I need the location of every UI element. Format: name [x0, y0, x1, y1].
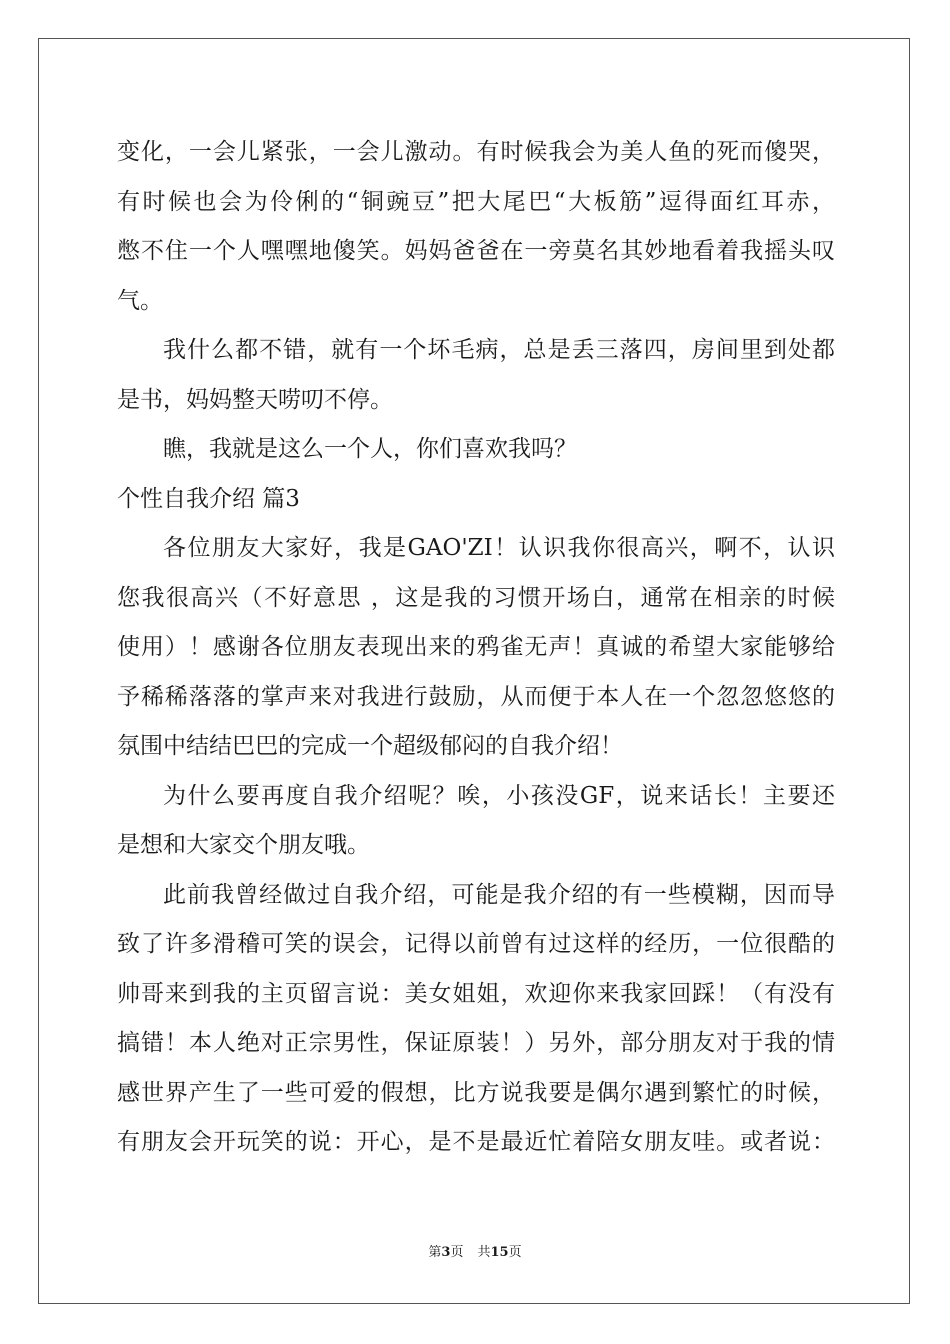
- page-label-suffix: 页: [450, 1245, 464, 1260]
- text-line: 您我很高兴（不好意思 ，这是我的习惯开场白，通常在相亲的时候: [117, 584, 835, 611]
- text-line: 瞧，我就是这么一个人，你们喜欢我吗？: [163, 436, 577, 462]
- text-line: 是书，妈妈整天唠叨不停。: [117, 386, 393, 413]
- page-footer: [0, 1244, 950, 1262]
- document-body: [117, 128, 835, 1168]
- text-line: 为什么要再度自我介绍呢？唉，小孩没GF，说来话长！主要还: [163, 782, 835, 809]
- text-line: 各位朋友大家好，我是GAO'ZI！认识我你很高兴，啊不，认识: [163, 535, 835, 561]
- text-line: 使用）！感谢各位朋友表现出来的鸦雀无声！真诚的希望大家能够给: [117, 634, 835, 660]
- text-line: 致了许多滑稽可笑的误会，记得以前曾有过这样的经历，一位很酷的: [117, 931, 835, 957]
- text-line: 是想和大家交个朋友哦。: [117, 832, 370, 858]
- section-heading: 个性自我介绍 篇3: [117, 485, 300, 512]
- text-line: 此前我曾经做过自我介绍，可能是我介绍的有一些模糊，因而导: [163, 881, 835, 908]
- text-line: 憋不住一个人嘿嘿地傻笑。妈妈爸爸在一旁莫名其妙地看着我摇头叹: [117, 238, 835, 264]
- text-line: 予稀稀落落的掌声来对我进行鼓励，从而便于本人在一个忽忽悠悠的: [117, 683, 835, 710]
- text-line: 氛围中结结巴巴的完成一个超级郁闷的自我介绍！: [117, 733, 623, 759]
- total-label-prefix: 共: [477, 1245, 491, 1260]
- total-page-count: 15: [490, 1245, 509, 1260]
- text-line: 气。: [117, 287, 163, 314]
- text-line: 我什么都不错，就有一个坏毛病，总是丢三落四，房间里到处都: [163, 337, 835, 363]
- text-line: 帅哥来到我的主页留言说：美女姐姐，欢迎你来我家回踩！（有没有: [117, 980, 835, 1007]
- text-line: 变化，一会儿紧张，一会儿激动。有时候我会为美人鱼的死而傻哭，: [117, 139, 835, 165]
- total-label-suffix: 页: [508, 1245, 522, 1260]
- current-page-number: 3: [441, 1245, 451, 1260]
- text-line: 搞错！本人绝对正宗男性，保证原装！）另外，部分朋友对于我的情: [117, 1030, 835, 1056]
- page-label-prefix: 第: [428, 1245, 442, 1260]
- text-line: 有时候也会为伶俐的“铜豌豆”把大尾巴“大板筋”逗得面红耳赤，: [117, 188, 835, 215]
- text-line: 有朋友会开玩笑的说：开心，是不是最近忙着陪女朋友哇。或者说：: [117, 1129, 835, 1155]
- text-line: 感世界产生了一些可爱的假想，比方说我要是偶尔遇到繁忙的时候，: [117, 1079, 835, 1106]
